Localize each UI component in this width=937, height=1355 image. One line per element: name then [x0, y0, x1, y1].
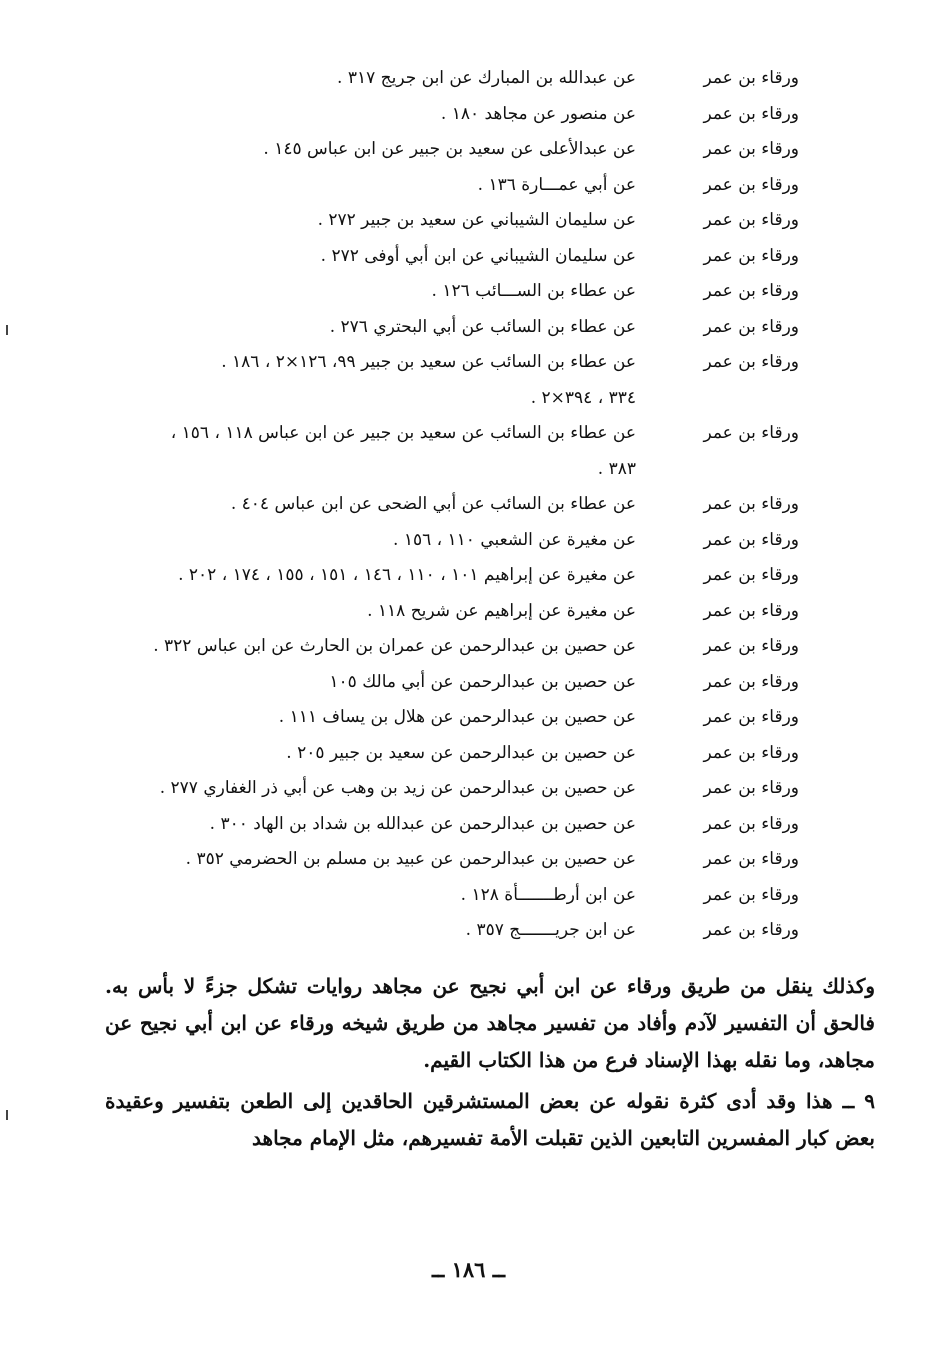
narration-chain: عن عبدالأعلى عن سعيد بن جبير عن ابن عباس ١٤٥ .	[263, 139, 636, 159]
narration-chain: عن أبي عمـــارة ١٣٦ .	[477, 174, 636, 195]
narrator-name: ورقاء بن عمر	[703, 920, 799, 940]
narrator-name: ورقاء بن عمر	[703, 707, 799, 727]
narration-chain: عن عطاء بن السائب عن سعيد بن جبير عن ابن عباس ١١٨ ، ١٥٦ ،	[170, 423, 636, 443]
narrator-name: ورقاء بن عمر	[703, 316, 799, 337]
narration-row	[99, 523, 799, 559]
narration-chain: عن حصين بن عبدالرحمن عن زيد بن وهب عن أبي ذر الغفاري ٢٧٧ .	[159, 778, 636, 798]
narration-chain: عن حصين بن عبدالرحمن عن عبيد بن مسلم بن الحضرمي ٣٥٢ .	[185, 849, 636, 869]
narration-list	[99, 61, 799, 949]
narration-chain: عن عطاء بن السائب عن أبي البحتري ٢٧٦ .	[329, 316, 636, 337]
paragraph: وكذلك ينقل من طريق ورقاء عن ابن أبي نجيح عن مجاهد روايات تشكل جزءً لا بأس به. فالحق أن التفسير لآدم وأفاد من تفسير مجاهد من طريق شيخه ورقاء عن ابن أبي نجيح عن مجاهد، وما نقله بهذا الإسناد فرع من هذا الكتاب القيم.	[105, 974, 875, 1072]
narration-chain: عن مغيرة عن إبراهيم ١٠١ ، ١١٠ ، ١٤٦ ، ١٥١ ، ١٥٥ ، ١٧٤ ، ٢٠٢ .	[178, 565, 636, 585]
narrator-name: ورقاء بن عمر	[703, 671, 799, 692]
narration-row	[99, 203, 799, 239]
narration-chain: عن ابن أرطـــــــأة ١٢٨ .	[460, 884, 636, 905]
narration-chain: عن مغيرة عن الشعبي ١١٠ ، ١٥٦ .	[393, 529, 636, 550]
narrator-name: ورقاء بن عمر	[703, 600, 799, 621]
narration-row	[99, 629, 799, 665]
narration-row	[99, 168, 799, 204]
narrator-name: ورقاء بن عمر	[703, 68, 799, 88]
margin-mark	[6, 325, 8, 335]
narration-row	[99, 736, 799, 772]
narrator-name: ورقاء بن عمر	[703, 174, 799, 195]
narration-row	[99, 558, 799, 594]
body-text	[105, 968, 875, 1161]
narration-continuation: ٣٨٣ .	[597, 458, 636, 479]
narration-row	[99, 274, 799, 310]
narrator-name: ورقاء بن عمر	[703, 423, 799, 443]
narration-chain: عن حصين بن عبدالرحمن عن عمران بن الحارث عن ابن عباس ٣٢٢ .	[153, 636, 636, 656]
narration-continuation: ٣٣٤ ، ٣٩٤×٢ .	[530, 387, 636, 408]
narration-row	[99, 594, 799, 630]
margin-mark	[6, 1110, 8, 1120]
narration-chain: عن منصور عن مجاهد ١٨٠ .	[440, 103, 636, 124]
narration-row	[99, 61, 799, 97]
narrator-name: ورقاء بن عمر	[703, 636, 799, 656]
narration-row	[99, 310, 799, 346]
narrator-name: ورقاء بن عمر	[703, 742, 799, 763]
narrator-name: ورقاء بن عمر	[703, 245, 799, 266]
narrator-name: ورقاء بن عمر	[703, 210, 799, 230]
narration-row	[99, 345, 799, 416]
narrator-name: ورقاء بن عمر	[703, 352, 799, 372]
narration-row	[99, 416, 799, 487]
narrator-name: ورقاء بن عمر	[703, 565, 799, 585]
narration-row	[99, 239, 799, 275]
narration-chain: عن عطاء بن السائب عن أبي الضحى عن ابن عباس ٤٠٤ .	[230, 494, 636, 514]
paragraph: ٩ ــ هذا وقد أدى كثرة نقوله عن بعض المستشرقين الحاقدين إلى الطعن بتفسير وعقيدة بعض كبار المفسرين التابعين الذين تقبلت الأمة تفسيرهم، مثل الإمام مجاهد	[105, 1089, 875, 1150]
page-number: ــ ١٨٦ ــ	[431, 1257, 506, 1282]
narration-row	[99, 807, 799, 843]
narration-chain: عن مغيرة عن إبراهيم عن شريح ١١٨ .	[367, 600, 636, 621]
narration-chain: عن سليمان الشيباني عن ابن أبي أوفى ٢٧٢ .	[320, 245, 636, 266]
narration-row	[99, 913, 799, 949]
narration-chain: عن حصين بن عبدالرحمن عن أبي مالك ١٠٥	[329, 671, 636, 692]
narration-chain: عن سليمان الشيباني عن سعيد بن جبير ٢٧٢ .	[317, 210, 636, 230]
narrator-name: ورقاء بن عمر	[703, 139, 799, 159]
narrator-name: ورقاء بن عمر	[703, 884, 799, 905]
narration-row	[99, 97, 799, 133]
narration-row	[99, 132, 799, 168]
narration-row	[99, 878, 799, 914]
narrator-name: ورقاء بن عمر	[703, 281, 799, 301]
narrator-name: ورقاء بن عمر	[703, 494, 799, 514]
narrator-name: ورقاء بن عمر	[703, 813, 799, 834]
narration-row	[99, 771, 799, 807]
narrator-name: ورقاء بن عمر	[703, 103, 799, 124]
narration-row	[99, 487, 799, 523]
narration-row	[99, 842, 799, 878]
narration-chain: عن عطاء بن الســـائب ١٢٦ .	[431, 281, 636, 301]
narration-row	[99, 665, 799, 701]
narration-chain: عن عبدالله بن المبارك عن ابن جريج ٣١٧ .	[337, 68, 636, 88]
narration-chain: عن ابن جريـــــــج ٣٥٧ .	[465, 920, 636, 940]
narration-chain: عن حصين بن عبدالرحمن عن سعيد بن جبير ٢٠٥ .	[286, 742, 636, 763]
narration-chain: عن عطاء بن السائب عن سعيد بن جبير ٩٩، ١٢٦×٢ ، ١٨٦ .	[221, 352, 636, 372]
narration-row	[99, 700, 799, 736]
narrator-name: ورقاء بن عمر	[703, 778, 799, 798]
narration-chain: عن حصين بن عبدالرحمن عن عبدالله بن شداد بن الهاد ٣٠٠ .	[209, 813, 636, 834]
narrator-name: ورقاء بن عمر	[703, 529, 799, 550]
narration-chain: عن حصين بن عبدالرحمن عن هلال بن يساف ١١١ .	[278, 707, 636, 727]
narrator-name: ورقاء بن عمر	[703, 849, 799, 869]
